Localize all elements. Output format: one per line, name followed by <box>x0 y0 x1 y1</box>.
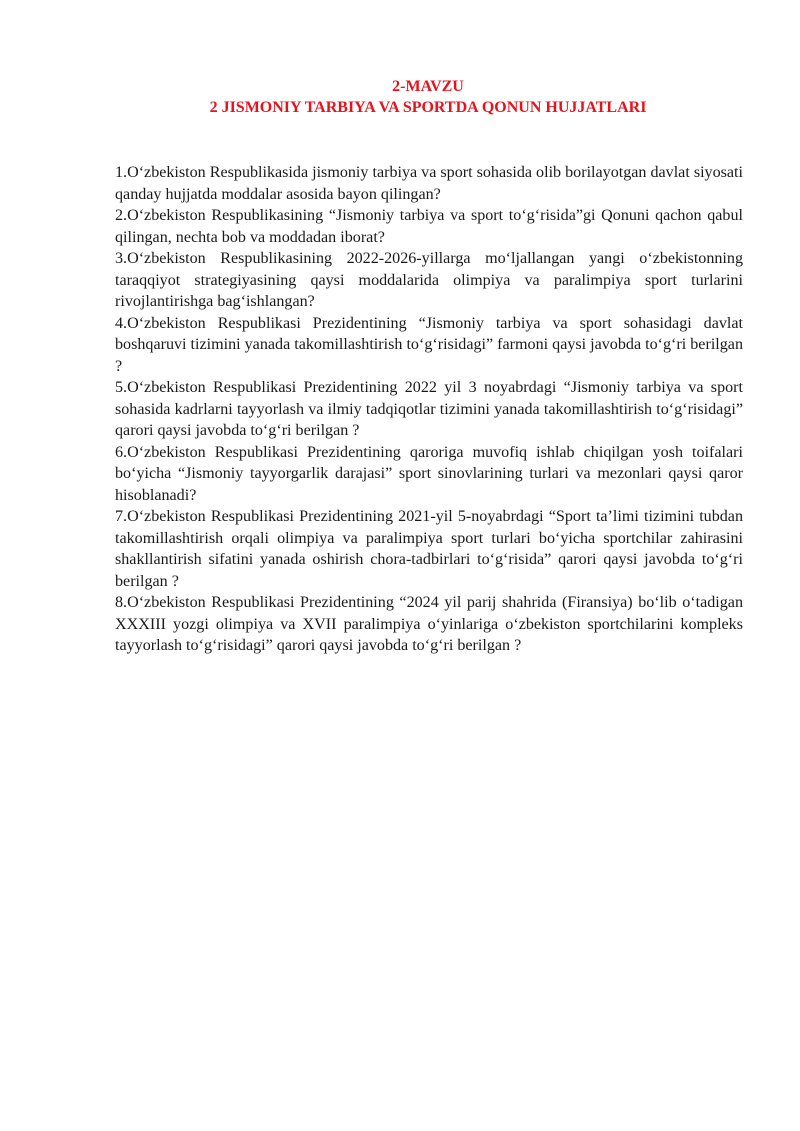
question-item: 1.O‘zbekiston Respublikasida jismoniy tarbiya va sport sohasida olib borilayotgan davlat siyosati qanday hujjatda moddalar asosida bayon qilingan? <box>115 164 744 203</box>
question-item: 6.O‘zbekiston Respublikasi Prezidentining qaroriga muvofiq ishlab chiqilgan yosh toifalari bo‘yicha “Jismoniy tayyorgarlik darajasi” sport sinovlarining turlari va mezonlari qaysi qaror hisoblanadi? <box>115 443 743 504</box>
question-item: 5.O‘zbekiston Respublikasi Prezidentining 2022 yil 3 noyabrdagi “Jismoniy tarbiya va sport sohasida kadrlarni tayyorlash va ilmiy tadqiqotlar tizimini yanada takomillashtirish to‘g‘risidagi” qarori qaysi javobda to‘g‘ri berilgan ? <box>115 379 743 439</box>
question-list <box>115 162 743 657</box>
question-item: 4.O‘zbekiston Respublikasi Prezidentining “Jismoniy tarbiya va sport sohasidagi davlat boshqaruvi tizimini yanada takomillashtirish to‘g‘risidagi” farmoni qaysi javobda to‘g‘ri berilgan ? <box>115 314 743 375</box>
question-item: 7.O‘zbekiston Respublikasi Prezidentining 2021-yil 5-noyabrdagi “Sport ta’limi tizimini tubdan takomillashtirish orqali olimpiya va paralimpiya sport turlari bo‘yicha sportchilar zahirasini shakllantirish sifatini yanada oshirish chora-tadbirlari to‘g‘risida” qarori qaysi javobda to‘g‘ri berilgan ? <box>115 508 743 590</box>
topic-label: 2-MAVZU <box>392 78 464 95</box>
document-title: 2 JISMONIY TARBIYA VA SPORTDA QONUN HUJJATLARI <box>209 99 647 116</box>
question-item: 8.O‘zbekiston Respublikasi Prezidentining “2024 yil parij shahrida (Firansiya) bo‘lib o‘tadigan XXXIII yozgi olimpiya va XVII paralimpiya o‘yinlariga o‘zbekiston sportchilarini kompleks tayyorlash to‘g‘risidagi” qarori qaysi javobda to‘g‘ri berilgan ? <box>115 594 743 654</box>
document-heading <box>0 76 800 118</box>
question-item: 2.O‘zbekiston Respublikasining “Jismoniy tarbiya va sport to‘g‘risida”gi Qonuni qachon qabul qilingan, nechta bob va moddadan iborat? <box>115 207 743 246</box>
question-item: 3.O‘zbekiston Respublikasining 2022-2026-yillarga mo‘ljallangan yangi o‘zbekistonning taraqqiyot strategiyasining qaysi moddalarida olimpiya va paralimpiya sport turlarini rivojlantirishga bag‘ishlangan? <box>115 250 743 310</box>
